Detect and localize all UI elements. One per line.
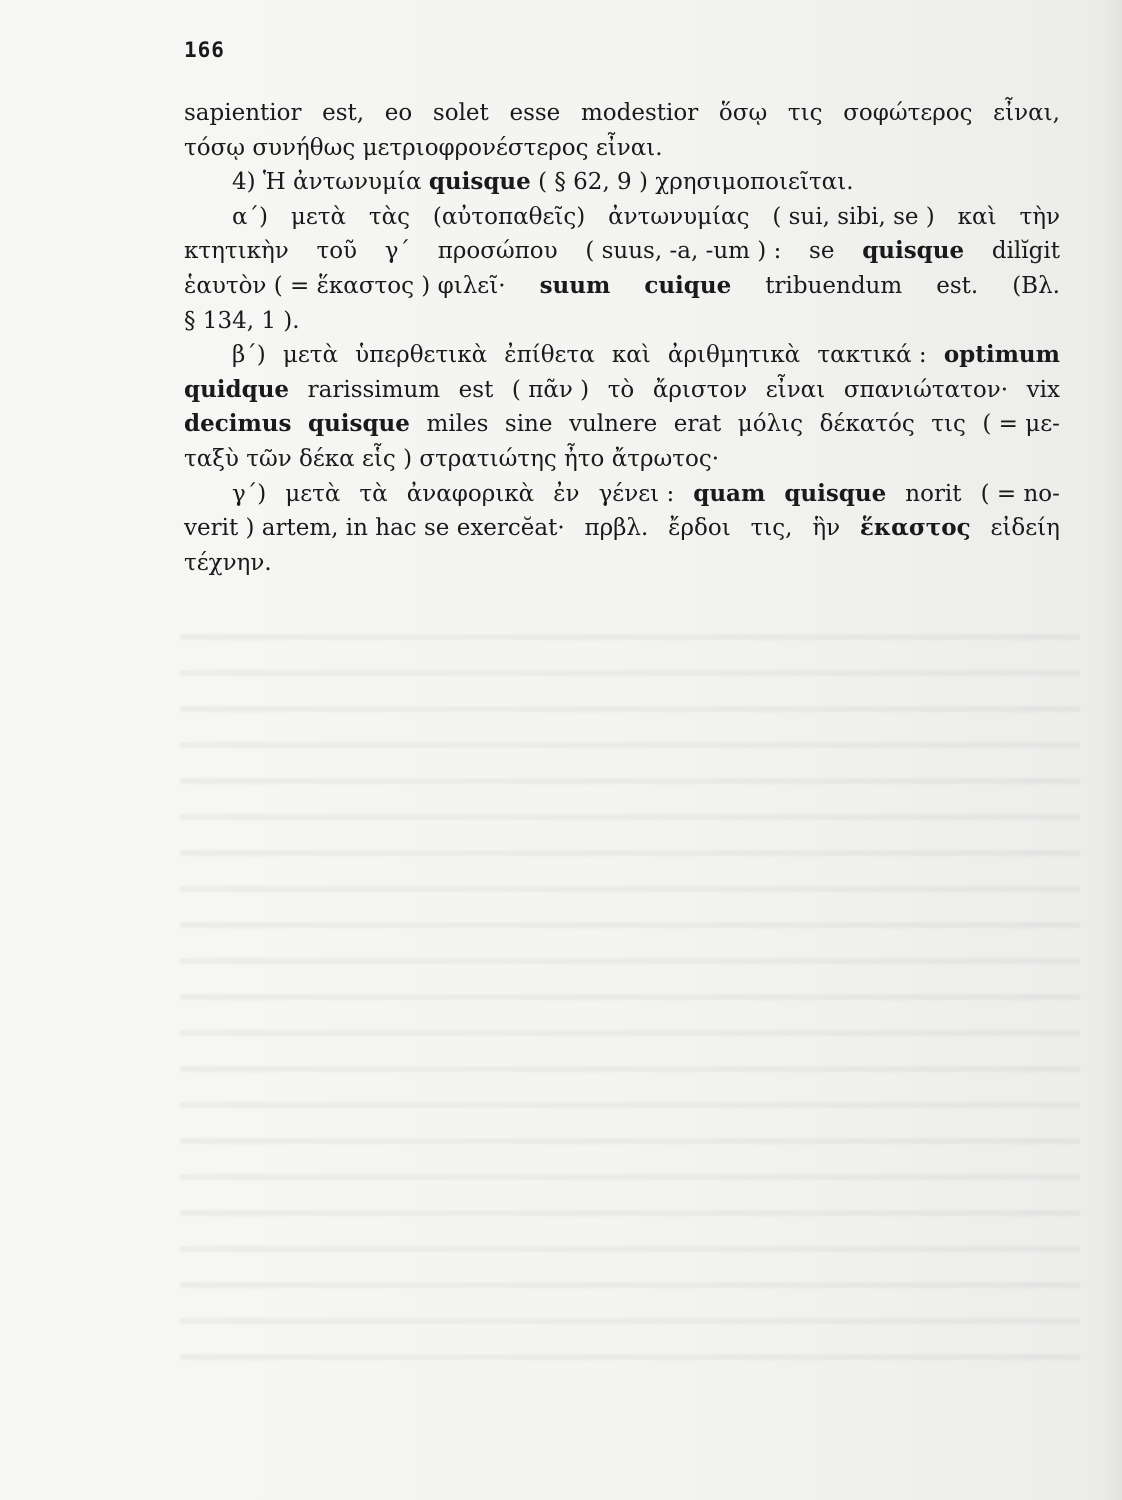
text-segment: σοφώτερος [843, 100, 973, 126]
bold-term: optimum [943, 341, 1060, 369]
text-segment: vix [1026, 376, 1060, 403]
text-segment: προσώπου [437, 238, 558, 265]
text-segment: esse [509, 100, 561, 126]
text-segment: ὑπερθετικὰ [355, 342, 488, 369]
text-line [184, 477, 1060, 512]
text-segment: τις, [750, 515, 793, 542]
text-segment: sapientior [184, 100, 302, 126]
bold-term: quisque [784, 479, 887, 507]
text-segment: est, [322, 100, 365, 126]
text-segment: εἰδείη [990, 515, 1060, 542]
text-segment: πρβλ. [584, 515, 649, 542]
text-segment: ταξὺ τῶν δέκα εἷς ) στρατιώτης ἦτο ἄτρωτος· [184, 445, 720, 472]
text-segment: ἄριστον [652, 376, 748, 403]
bold-term: suum [539, 271, 611, 299]
text-line [184, 442, 1060, 477]
text-segment: est [458, 376, 494, 403]
text-line [184, 165, 1060, 200]
text-segment: ἔρδοι [668, 515, 731, 542]
text-segment: ἀναφορικὰ [406, 480, 535, 507]
text-segment: τὰς [368, 203, 411, 230]
text-segment: ἐπίθετα [504, 342, 595, 369]
text-line [184, 304, 1060, 339]
text-segment: εἶναι [765, 376, 826, 403]
text-segment: 4) Ἡ ἀντωνυμία [232, 169, 429, 196]
text-segment: ( = no- [980, 480, 1060, 507]
text-segment: τις [931, 411, 966, 438]
text-segment: τὸ [607, 376, 635, 403]
bold-term: quidque [184, 375, 290, 403]
text-segment: (Βλ. [1012, 272, 1060, 299]
text-line [184, 338, 1060, 373]
text-segment: κτητικὴν [184, 238, 289, 265]
text-segment: μετὰ [290, 203, 347, 230]
text-line [184, 96, 1060, 131]
text-line [184, 200, 1060, 235]
bold-term: ἕκαστος [859, 514, 971, 542]
text-segment: tribuendum [765, 272, 903, 299]
text-line [184, 546, 1060, 581]
text-segment: norit [905, 480, 962, 507]
text-segment: ἀριθμητικὰ [667, 342, 801, 369]
text-segment: α΄) [232, 203, 269, 230]
text-segment: miles [426, 411, 489, 438]
text-segment: ἑαυτὸν ( = ἕκαστος ) φιλεῖ· [184, 272, 506, 299]
text-segment: § 134, 1 ). [184, 307, 300, 334]
text-segment: γένει : [598, 480, 675, 507]
text-segment: ( sui, sibi, se ) [772, 203, 935, 230]
bold-term: quam [693, 479, 766, 507]
text-segment: ἐν [553, 480, 580, 507]
text-segment: ἣν [812, 515, 841, 542]
text-segment: ( = με- [982, 411, 1060, 438]
text-line [184, 131, 1060, 166]
text-segment: ἀντωνυμίας [608, 203, 750, 230]
body-text [184, 96, 1060, 580]
page-edge-shadow [1100, 0, 1122, 1500]
page-number: 166 [184, 38, 225, 62]
text-line [184, 269, 1060, 304]
text-segment: (αὐτοπαθεῖς) [432, 203, 586, 230]
text-segment: τέχνην. [184, 549, 272, 576]
text-segment: est. [936, 272, 979, 299]
text-segment: δέκατός [819, 411, 915, 438]
text-segment: τοῦ [316, 238, 358, 265]
text-segment: καὶ [611, 342, 651, 369]
text-segment: καὶ [957, 203, 997, 230]
text-segment: β΄) [232, 342, 266, 369]
text-segment: γ΄) [232, 480, 267, 507]
text-segment: τακτικά : [817, 342, 927, 369]
bleed-through-shadow [180, 610, 1080, 1370]
bold-term: decimus [184, 410, 292, 438]
text-segment: μετὰ [285, 480, 341, 507]
text-segment: rarissimum [307, 376, 441, 403]
text-segment: τόσῳ συνήθως μετριοφρονέστερος εἶναι. [184, 134, 663, 161]
text-segment: erat [673, 411, 722, 438]
text-segment: sine [504, 411, 553, 438]
text-segment: τὴν [1019, 203, 1060, 230]
text-segment: τὰ [359, 480, 388, 507]
text-segment: ( suus, -a, -um ) : [585, 238, 782, 265]
text-segment: εἶναι, [993, 100, 1060, 126]
text-line [184, 234, 1060, 269]
bold-term: quisque [307, 410, 410, 438]
text-line [184, 511, 1060, 546]
text-segment: eo [384, 100, 413, 126]
text-segment: γ΄ [384, 238, 411, 265]
text-segment: ( πᾶν ) [511, 376, 590, 403]
text-segment: verit ) artem, in hac se exercĕat· [184, 515, 565, 542]
text-line [184, 373, 1060, 408]
bold-term: quisque [862, 237, 965, 265]
text-segment: ὅσῳ [718, 100, 768, 126]
text-segment: vulnere [569, 411, 658, 438]
text-segment: σπανιώτατον· [843, 376, 1009, 403]
text-segment: ( § 62, 9 ) χρησιμοποιεῖται. [530, 169, 854, 196]
text-segment: τις [787, 100, 823, 126]
text-segment: μόλις [737, 411, 804, 438]
text-segment: μετὰ [282, 342, 339, 369]
bold-term: quisque [428, 168, 531, 196]
text-segment: dilĭgit [991, 238, 1060, 265]
text-segment: solet [432, 100, 489, 126]
bold-term: cuique [644, 271, 732, 299]
text-line [184, 407, 1060, 442]
text-segment: modestior [580, 100, 699, 126]
text-segment: se [809, 238, 835, 265]
